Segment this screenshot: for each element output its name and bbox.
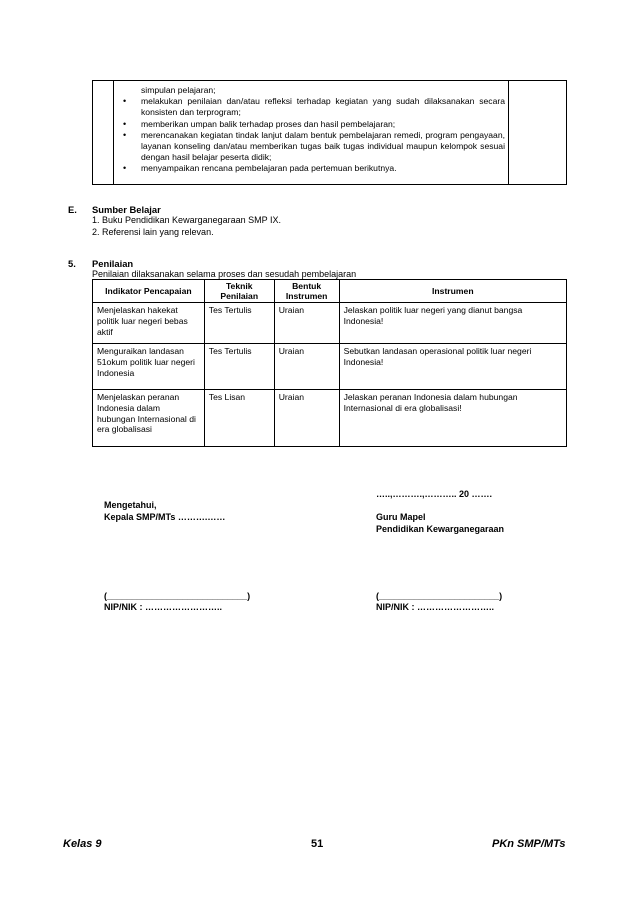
cell-indikator: Menjelaskan hakekat politik luar negeri bebas aktif <box>93 303 205 344</box>
sig-right-nip: NIP/NIK : …………………….. <box>376 602 495 612</box>
cell-bentuk: Uraian <box>274 303 339 344</box>
cell-instrumen: Jelaskan peranan Indonesia dalam hubungan Internasional di era globalisasi! <box>339 390 566 447</box>
table-row <box>93 390 567 447</box>
sumber-item-1: 1. Buku Pendidikan Kewarganegaraan SMP IX. <box>92 215 281 225</box>
cell-bentuk: Uraian <box>274 344 339 390</box>
cell-teknik: Tes Tertulis <box>204 303 274 344</box>
cell-indikator: Menguraikan landasan 51okum politik luar negeri Indonesia <box>93 344 205 390</box>
page-number: 51 <box>311 838 324 850</box>
table-row <box>93 344 567 390</box>
header-instrumen: Instrumen <box>339 280 566 303</box>
footer-class: Kelas 9 <box>63 838 102 850</box>
cell-bentuk: Uraian <box>274 390 339 447</box>
activity-table <box>92 80 567 185</box>
sig-right-line2: Pendidikan Kewarganegaraan <box>376 524 505 534</box>
cell-teknik: Tes Tertulis <box>204 344 274 390</box>
cell-instrumen: Sebutkan landasan operasional politik luar negeri Indonesia! <box>339 344 566 390</box>
cell-teknik: Tes Lisan <box>204 390 274 447</box>
sig-left-line2: Kepala SMP/MTs ……….…… <box>104 512 226 522</box>
sig-left-name: (____________________________) <box>104 591 251 601</box>
header-indikator: Indikator Pencapaian <box>93 280 205 303</box>
sig-left-line1: Mengetahui, <box>104 500 157 510</box>
cell-instrumen: Jelaskan politik luar negeri yang dianut bangsa Indonesia! <box>339 303 566 344</box>
bullet-icon: • <box>123 118 127 129</box>
list-item: • melakukan penilaian dan/atau refleksi terhadap kegiatan yang sudah dilaksanakan secara konsisten dan terprogram; <box>123 96 505 118</box>
sumber-title: Sumber Belajar <box>92 204 161 215</box>
sig-left-nip: NIP/NIK : …………………….. <box>104 602 223 612</box>
penilaian-intro: Penilaian dilaksanakan selama proses dan sesudah pembelajaran <box>92 269 357 279</box>
activity-table-col-time <box>508 81 566 184</box>
table-row <box>93 303 567 344</box>
sig-right-name: (________________________) <box>376 591 503 601</box>
penilaian-marker: 5. <box>68 258 76 269</box>
list-item: • merencanakan kegiatan tindak lanjut dalam bentuk pembelajaran remedi, program pengayaan, layanan konseling dan/atau memberikan tugas baik tugas individual maupun kelompok sesuai dengan hasil belajar peserta didik; <box>123 129 505 163</box>
bullet-icon: • <box>123 129 127 140</box>
list-item: • memberikan umpan balik terhadap proses dan hasil pembelajaran; <box>123 118 396 129</box>
list-item: • menyampaikan rencana pembelajaran pada pertemuan berikutnya. <box>123 163 397 174</box>
activity-bullet-list <box>117 96 505 174</box>
sig-right-line1: Guru Mapel <box>376 512 426 522</box>
sumber-item-2: 2. Referensi lain yang relevan. <box>92 227 214 237</box>
penilaian-title: Penilaian <box>92 258 134 269</box>
bullet-icon: • <box>123 163 127 174</box>
bullet-icon: • <box>123 96 127 107</box>
assessment-table <box>92 279 567 447</box>
footer-subject: PKn SMP/MTs <box>492 838 566 850</box>
table-header-row <box>93 280 567 303</box>
sig-right-date: …..,……….,……….. 20 ……. <box>376 489 493 499</box>
header-teknik: Teknik Penilaian <box>204 280 274 303</box>
cell-indikator: Menjelaskan peranan Indonesia dalam hubungan Internasional di era globalisasi <box>93 390 205 447</box>
activity-table-col-number <box>93 81 114 184</box>
sumber-marker: E. <box>68 204 77 215</box>
activity-continuation: simpulan pelajaran; <box>141 85 216 95</box>
header-bentuk: Bentuk Instrumen <box>274 280 339 303</box>
activity-content <box>117 85 505 175</box>
